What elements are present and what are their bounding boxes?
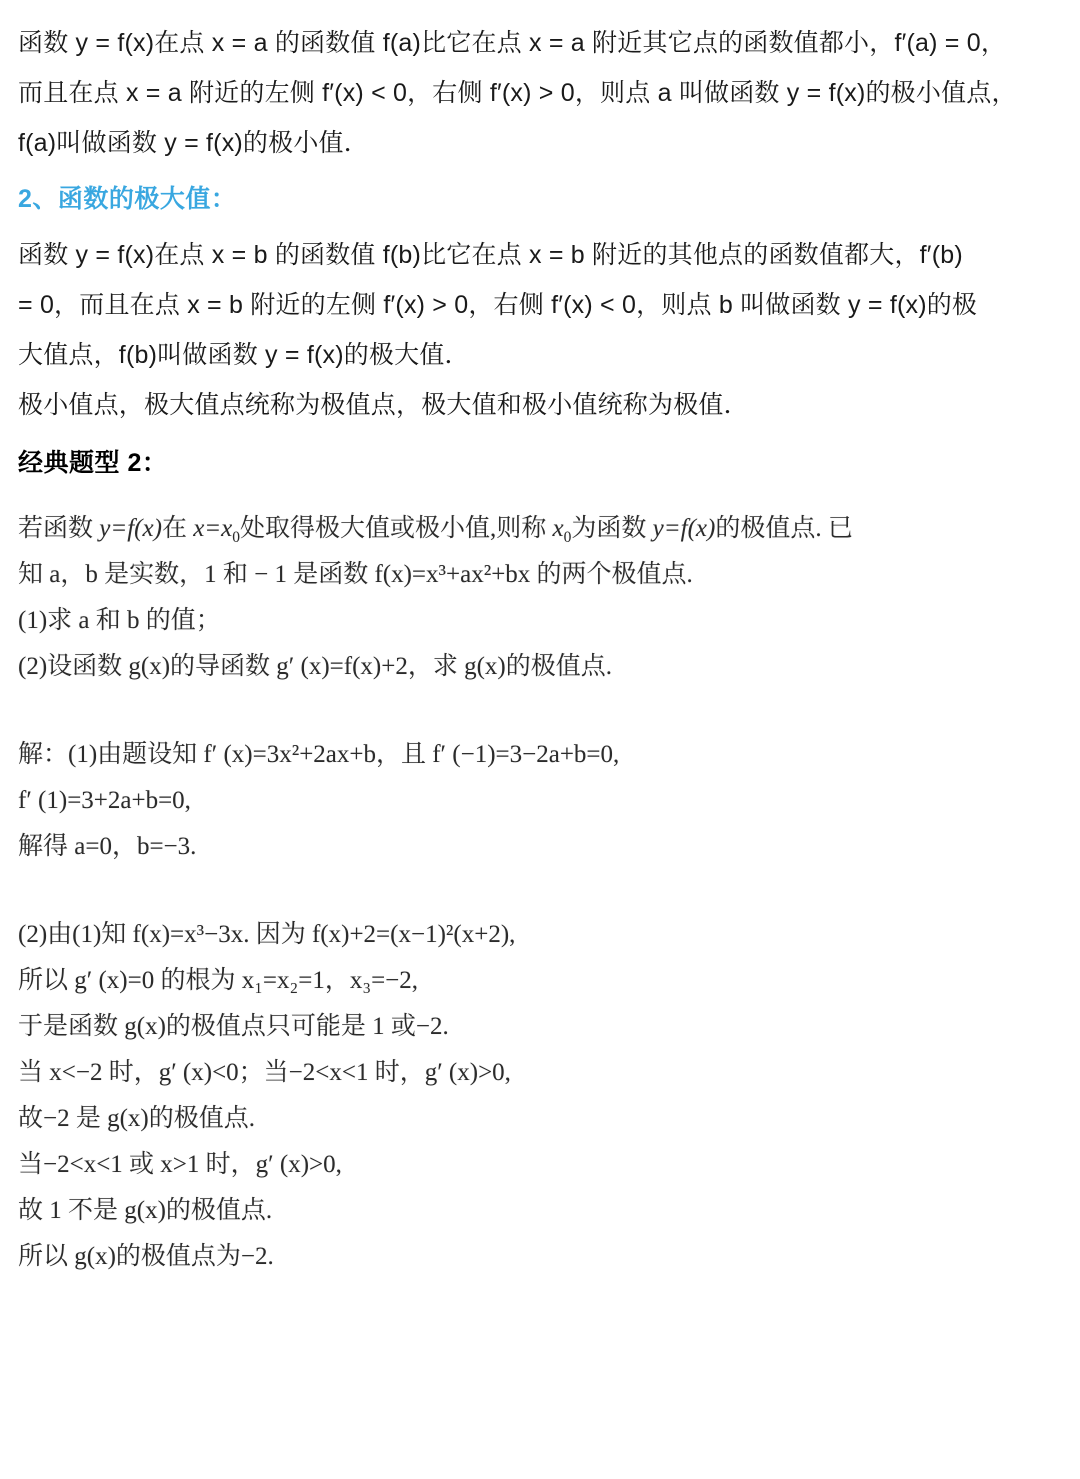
solution-line: 解：(1)由题设知 f′ (x)=3x²+2ax+b，且 f′ (−1)=3−2a+b=0, [18,741,620,768]
solution-line: 故 1 不是 g(x)的极值点. [18,1197,273,1224]
text-fragment: 处取得极大值或极小值,则称 [240,515,553,542]
paragraph-line: 而且在点 x = a 附近的左侧 f′(x) < 0，右侧 f′(x) > 0，则点 a 叫做函数 y = f(x)的极小值点， [18,79,1017,107]
solution-line: (2)由(1)知 f(x)=x³−3x. 因为 f(x)+2=(x−1)²(x+2), [18,921,516,948]
problem-block [18,506,1062,1280]
heading-classic-example: 经典题型 2： [18,449,168,477]
problem-statement-line-2: 知 a，b 是实数，1 和 − 1 是函数 f(x)=x³+ax²+bx 的两个极值点. [18,561,693,588]
text-fragment: y=f(x) [99,515,162,542]
solution-line: 所以 g(x)的极值点为−2. [18,1243,274,1270]
problem-question-2: (2)设函数 g(x)的导函数 g′ (x)=f(x)+2，求 g(x)的极值点. [18,653,612,680]
spacer [18,690,1062,732]
heading-maximum-value: 2、函数的极大值： [18,185,237,213]
text-fragment: 若函数 [18,515,100,542]
section-maximum-value [18,230,1062,430]
paragraph-line: 大值点，f(b)叫做函数 y = f(x)的极大值． [18,341,470,369]
solution-line: 所以 g′ (x)=0 的根为 x₁=x₂=1，x₃=−2, [18,967,419,994]
text-fragment: y=f(x) [652,515,716,542]
problem-statement-line-1 [18,506,1062,552]
text-fragment: x [552,515,564,542]
text-fragment: 0 [563,529,572,546]
solution-line: 当 x<−2 时，g′ (x)<0；当−2<x<1 时，g′ (x)>0, [18,1059,511,1086]
text-fragment: 的极值点. 已 [715,515,853,542]
solution-line: 解得 a=0，b=−3. [18,833,197,860]
spacer [18,870,1062,912]
paragraph-line: = 0，而且在点 x = b 附近的左侧 f′(x) > 0，右侧 f′(x) < 0，则点 b 叫做函数 y = f(x)的极 [18,291,978,319]
paragraph-line: f(a)叫做函数 y = f(x)的极小值． [18,129,369,157]
solution-line: 故−2 是 g(x)的极值点. [18,1105,256,1132]
section-minimum-value [18,18,1062,168]
text-fragment: 为函数 [571,515,653,542]
solution-line: 当−2<x<1 或 x>1 时，g′ (x)>0, [18,1151,342,1178]
text-fragment: x=x [193,515,233,542]
paragraph-line: 函数 y = f(x)在点 x = a 的函数值 f(a)比它在点 x = a 附近其它点的函数值都小，f′(a) = 0， [18,29,1007,57]
problem-question-1: (1)求 a 和 b 的值； [18,607,221,634]
solution-line: f′ (1)=3+2a+b=0, [18,787,191,814]
solution-line: 于是函数 g(x)的极值点只可能是 1 或−2. [18,1013,449,1040]
paragraph-line: 极小值点，极大值点统称为极值点，极大值和极小值统称为极值． [18,391,749,419]
paragraph-line: 函数 y = f(x)在点 x = b 的函数值 f(b)比它在点 x = b 附近的其他点的函数值都大，f′(b) [18,241,963,269]
text-fragment: 0 [232,529,241,546]
text-fragment: 在 [161,515,194,542]
